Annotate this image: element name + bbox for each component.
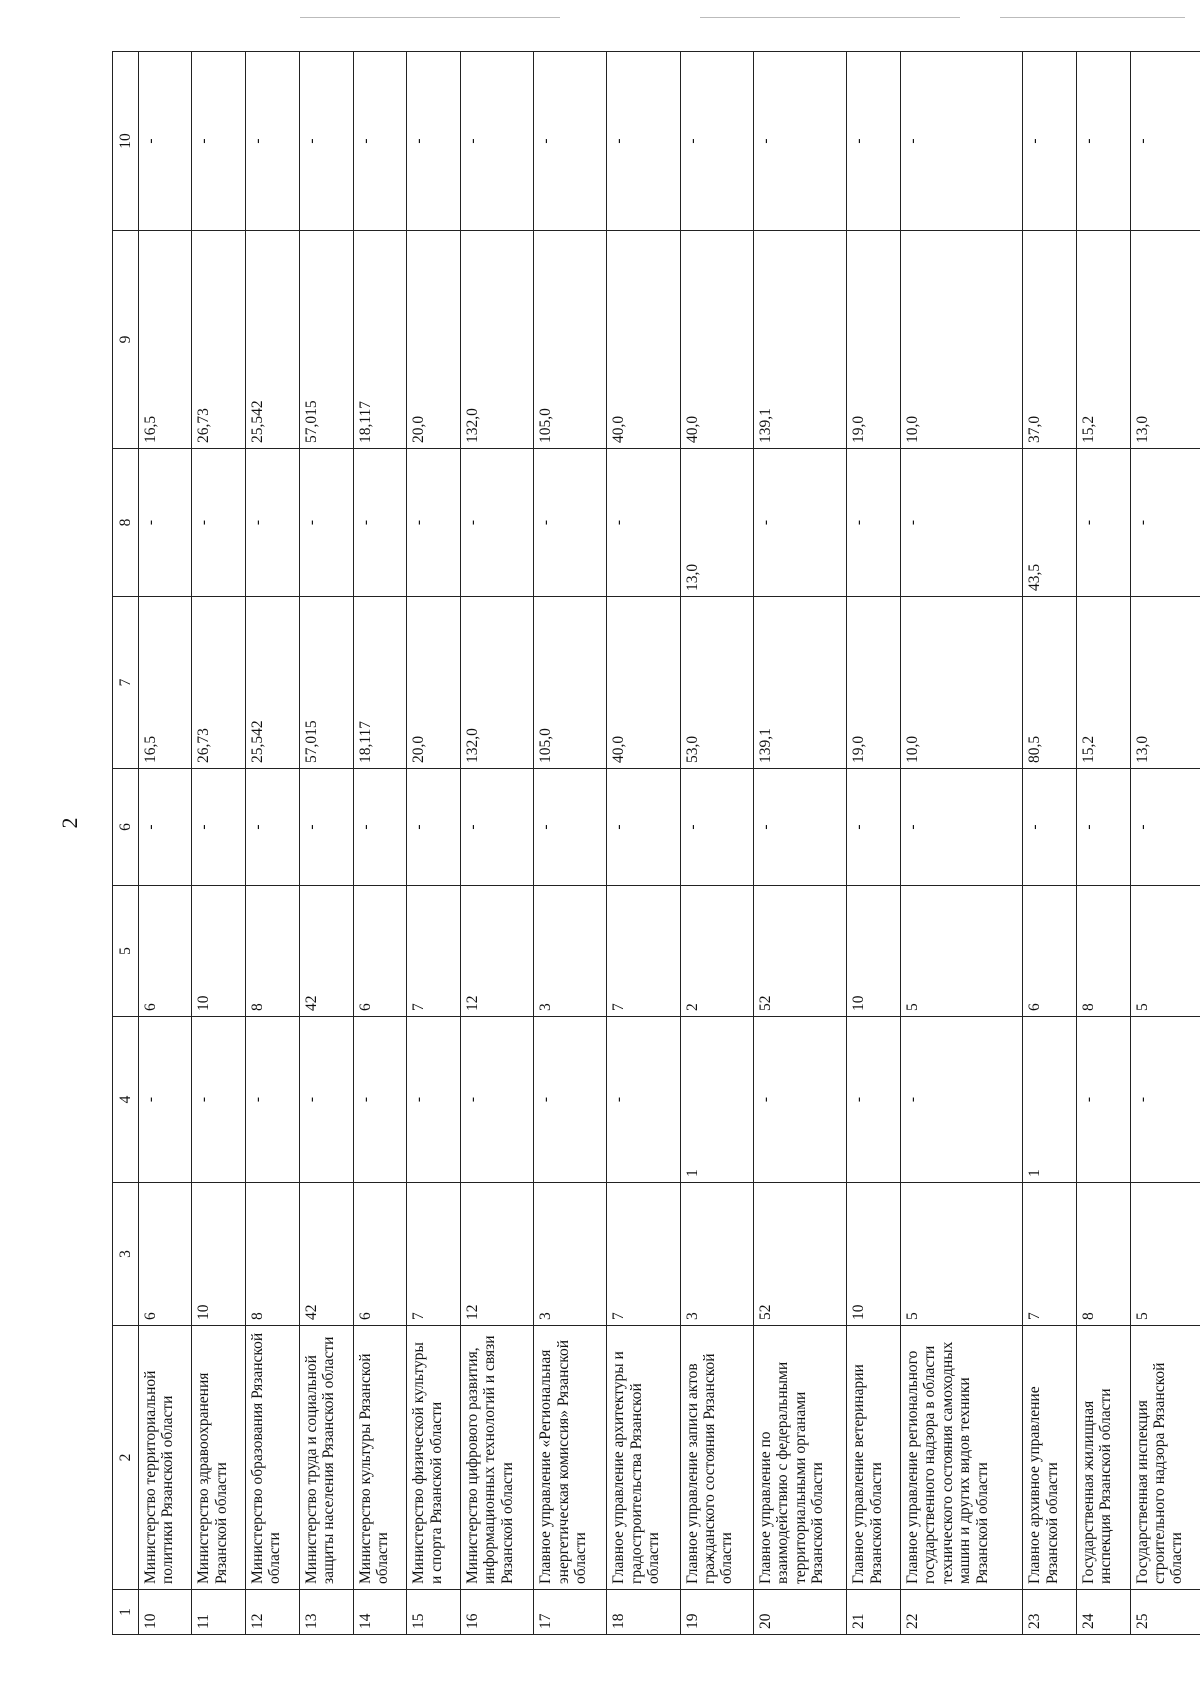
value-cell: - — [901, 769, 1023, 886]
value-cell: 16,5 — [138, 231, 192, 449]
value-cell: - — [680, 769, 753, 886]
row-number-cell: 15 — [407, 1590, 461, 1635]
organization-name-cell: Главное управление по взаимодействию с федеральными территориальными органами Рязанской области — [754, 1326, 847, 1590]
header-cell: 9 — [113, 231, 139, 449]
value-cell: 3 — [534, 886, 607, 1017]
value-cell: 7 — [1023, 1183, 1077, 1326]
row-number-cell: 23 — [1023, 1590, 1077, 1635]
value-cell: 52 — [754, 1183, 847, 1326]
table-row — [299, 52, 353, 1635]
value-cell: 37,0 — [1023, 231, 1077, 449]
value-cell: - — [534, 1017, 607, 1183]
value-cell: 132,0 — [460, 231, 533, 449]
table-row — [1076, 52, 1130, 1635]
organization-name-cell: Главное управление архитектуры и градостроительства Рязанской области — [607, 1326, 680, 1590]
value-cell: 12 — [460, 886, 533, 1017]
value-cell: 52 — [754, 886, 847, 1017]
header-cell: 4 — [113, 1017, 139, 1183]
value-cell: 20,0 — [407, 597, 461, 769]
value-cell: 26,73 — [192, 597, 246, 769]
header-cell: 8 — [113, 449, 139, 597]
value-cell: - — [299, 769, 353, 886]
organization-name-cell: Главное управление «Региональная энергетическая комиссия» Рязанской области — [534, 1326, 607, 1590]
table-row — [754, 52, 847, 1635]
value-cell: 80,5 — [1023, 597, 1077, 769]
value-cell: - — [847, 769, 901, 886]
value-cell: 7 — [407, 1183, 461, 1326]
organization-name-cell: Главное архивное управление Рязанской области — [1023, 1326, 1077, 1590]
value-cell: 19,0 — [847, 231, 901, 449]
value-cell: - — [847, 449, 901, 597]
value-cell: 5 — [901, 886, 1023, 1017]
value-cell: 5 — [1130, 886, 1200, 1017]
value-cell: 13,0 — [680, 449, 753, 597]
value-cell: 18,117 — [353, 231, 407, 449]
value-cell: 42 — [299, 886, 353, 1017]
value-cell: 5 — [1130, 1183, 1200, 1326]
value-cell: 3 — [680, 1183, 753, 1326]
row-number-cell: 10 — [138, 1590, 192, 1635]
value-cell: - — [353, 449, 407, 597]
value-cell: - — [138, 52, 192, 231]
table-row — [680, 52, 753, 1635]
table-row — [1130, 52, 1200, 1635]
value-cell: - — [1076, 449, 1130, 597]
table-row — [460, 52, 533, 1635]
value-cell: 8 — [1076, 1183, 1130, 1326]
row-number-cell: 17 — [534, 1590, 607, 1635]
row-number-cell: 25 — [1130, 1590, 1200, 1635]
value-cell: 42 — [299, 1183, 353, 1326]
value-cell: 8 — [246, 886, 300, 1017]
row-number-cell: 21 — [847, 1590, 901, 1635]
row-number-cell: 24 — [1076, 1590, 1130, 1635]
value-cell: 13,0 — [1130, 231, 1200, 449]
value-cell: 3 — [534, 1183, 607, 1326]
row-number-cell: 19 — [680, 1590, 753, 1635]
value-cell: - — [754, 1017, 847, 1183]
value-cell: 10 — [192, 886, 246, 1017]
value-cell: 26,73 — [192, 231, 246, 449]
value-cell: 6 — [353, 1183, 407, 1326]
value-cell: 105,0 — [534, 231, 607, 449]
organization-name-cell: Министерство труда и социальной защиты населения Рязанской области — [299, 1326, 353, 1590]
value-cell: - — [1130, 449, 1200, 597]
value-cell: 10 — [847, 886, 901, 1017]
organization-name-cell: Министерство цифрового развития, информационных технологий и связи Рязанской области — [460, 1326, 533, 1590]
organization-name-cell: Главное управление записи актов гражданского состояния Рязанской области — [680, 1326, 753, 1590]
value-cell: 18,117 — [353, 597, 407, 769]
value-cell: 57,015 — [299, 597, 353, 769]
value-cell: - — [754, 769, 847, 886]
header-cell: 10 — [113, 52, 139, 231]
table-row — [847, 52, 901, 1635]
value-cell: - — [138, 449, 192, 597]
row-number-cell: 13 — [299, 1590, 353, 1635]
value-cell: - — [246, 449, 300, 597]
value-cell: - — [1076, 1017, 1130, 1183]
table-row — [246, 52, 300, 1635]
value-cell: - — [407, 449, 461, 597]
table-row — [353, 52, 407, 1635]
value-cell: - — [353, 52, 407, 231]
value-cell: - — [901, 52, 1023, 231]
value-cell: 53,0 — [680, 597, 753, 769]
header-cell: 7 — [113, 597, 139, 769]
value-cell: - — [246, 1017, 300, 1183]
value-cell: 10 — [192, 1183, 246, 1326]
table-row — [534, 52, 607, 1635]
value-cell: - — [534, 449, 607, 597]
organization-name-cell: Государственная жилищная инспекция Рязанской области — [1076, 1326, 1130, 1590]
value-cell: 25,542 — [246, 597, 300, 769]
value-cell: - — [460, 1017, 533, 1183]
value-cell: - — [1130, 1017, 1200, 1183]
organization-name-cell: Министерство культуры Рязанской области — [353, 1326, 407, 1590]
value-cell: 43,5 — [1023, 449, 1077, 597]
header-cell: 2 — [113, 1326, 139, 1590]
value-cell: 12 — [460, 1183, 533, 1326]
row-number-cell: 14 — [353, 1590, 407, 1635]
value-cell: - — [1130, 769, 1200, 886]
value-cell: - — [407, 1017, 461, 1183]
value-cell: 10 — [847, 1183, 901, 1326]
value-cell: 57,015 — [299, 231, 353, 449]
value-cell: 139,1 — [754, 231, 847, 449]
value-cell: 6 — [138, 886, 192, 1017]
value-cell: - — [407, 52, 461, 231]
value-cell: - — [460, 449, 533, 597]
value-cell: 6 — [353, 886, 407, 1017]
value-cell: 40,0 — [607, 231, 680, 449]
value-cell: - — [534, 52, 607, 231]
table-row — [407, 52, 461, 1635]
value-cell: 25,542 — [246, 231, 300, 449]
value-cell: 10,0 — [901, 597, 1023, 769]
value-cell: 7 — [407, 886, 461, 1017]
value-cell: 13,0 — [1130, 597, 1200, 769]
value-cell: - — [607, 1017, 680, 1183]
value-cell: 2 — [680, 886, 753, 1017]
value-cell: - — [299, 1017, 353, 1183]
value-cell: - — [607, 52, 680, 231]
value-cell: 20,0 — [407, 231, 461, 449]
header-row — [113, 52, 139, 1635]
value-cell: - — [246, 769, 300, 886]
value-cell: - — [847, 52, 901, 231]
value-cell: - — [138, 1017, 192, 1183]
organization-name-cell: Министерство здравоохранения Рязанской области — [192, 1326, 246, 1590]
value-cell: 5 — [901, 1183, 1023, 1326]
value-cell: - — [192, 52, 246, 231]
value-cell: - — [1076, 769, 1130, 886]
table-row — [901, 52, 1023, 1635]
value-cell: - — [299, 52, 353, 231]
row-number-cell: 16 — [460, 1590, 533, 1635]
value-cell: - — [534, 769, 607, 886]
data-table — [112, 51, 1200, 1635]
value-cell: - — [1023, 769, 1077, 886]
value-cell: - — [901, 449, 1023, 597]
value-cell: - — [1023, 52, 1077, 231]
value-cell: 40,0 — [607, 597, 680, 769]
value-cell: - — [192, 1017, 246, 1183]
organization-name-cell: Министерство территориальной политики Рязанской области — [138, 1326, 192, 1590]
table-row — [138, 52, 192, 1635]
value-cell: 10,0 — [901, 231, 1023, 449]
header-cell: 3 — [113, 1183, 139, 1326]
value-cell: - — [246, 52, 300, 231]
value-cell: - — [847, 1017, 901, 1183]
header-cell: 5 — [113, 886, 139, 1017]
value-cell: - — [901, 1017, 1023, 1183]
value-cell: 8 — [246, 1183, 300, 1326]
table-row — [607, 52, 680, 1635]
value-cell: - — [353, 769, 407, 886]
organization-name-cell: Министерство образования Рязанской области — [246, 1326, 300, 1590]
value-cell: - — [460, 769, 533, 886]
value-cell: - — [607, 769, 680, 886]
value-cell: 40,0 — [680, 231, 753, 449]
organization-name-cell: Государственная инспекция строительного надзора Рязанской области — [1130, 1326, 1200, 1590]
value-cell: - — [407, 769, 461, 886]
value-cell: - — [754, 52, 847, 231]
value-cell: 15,2 — [1076, 597, 1130, 769]
value-cell: 7 — [607, 1183, 680, 1326]
organization-name-cell: Министерство физической культуры и спорта Рязанской области — [407, 1326, 461, 1590]
value-cell: - — [138, 769, 192, 886]
table-row — [192, 52, 246, 1635]
value-cell: 105,0 — [534, 597, 607, 769]
value-cell: 6 — [138, 1183, 192, 1326]
value-cell: - — [353, 1017, 407, 1183]
header-cell: 6 — [113, 769, 139, 886]
value-cell: 6 — [1023, 886, 1077, 1017]
value-cell: 8 — [1076, 886, 1130, 1017]
value-cell: - — [680, 52, 753, 231]
value-cell: 132,0 — [460, 597, 533, 769]
value-cell: 139,1 — [754, 597, 847, 769]
organization-name-cell: Главное управление регионального государственного надзора в области технического состояния самоходных машин и других видов техники Рязанской области — [901, 1326, 1023, 1590]
value-cell: - — [1076, 52, 1130, 231]
value-cell: 15,2 — [1076, 231, 1130, 449]
organization-name-cell: Главное управление ветеринарии Рязанской области — [847, 1326, 901, 1590]
value-cell: 1 — [1023, 1017, 1077, 1183]
header-cell: 1 — [113, 1590, 139, 1635]
value-cell: - — [192, 769, 246, 886]
value-cell: 19,0 — [847, 597, 901, 769]
row-number-cell: 12 — [246, 1590, 300, 1635]
value-cell: - — [754, 449, 847, 597]
value-cell: - — [299, 449, 353, 597]
table-row — [1023, 52, 1077, 1635]
value-cell: - — [1130, 52, 1200, 231]
row-number-cell: 18 — [607, 1590, 680, 1635]
value-cell: 16,5 — [138, 597, 192, 769]
value-cell: - — [460, 52, 533, 231]
row-number-cell: 20 — [754, 1590, 847, 1635]
value-cell: 7 — [607, 886, 680, 1017]
value-cell: - — [192, 449, 246, 597]
row-number-cell: 11 — [192, 1590, 246, 1635]
value-cell: 1 — [680, 1017, 753, 1183]
page-number: 2 — [57, 817, 82, 829]
value-cell: - — [607, 449, 680, 597]
row-number-cell: 22 — [901, 1590, 1023, 1635]
table-container — [112, 52, 1200, 1635]
